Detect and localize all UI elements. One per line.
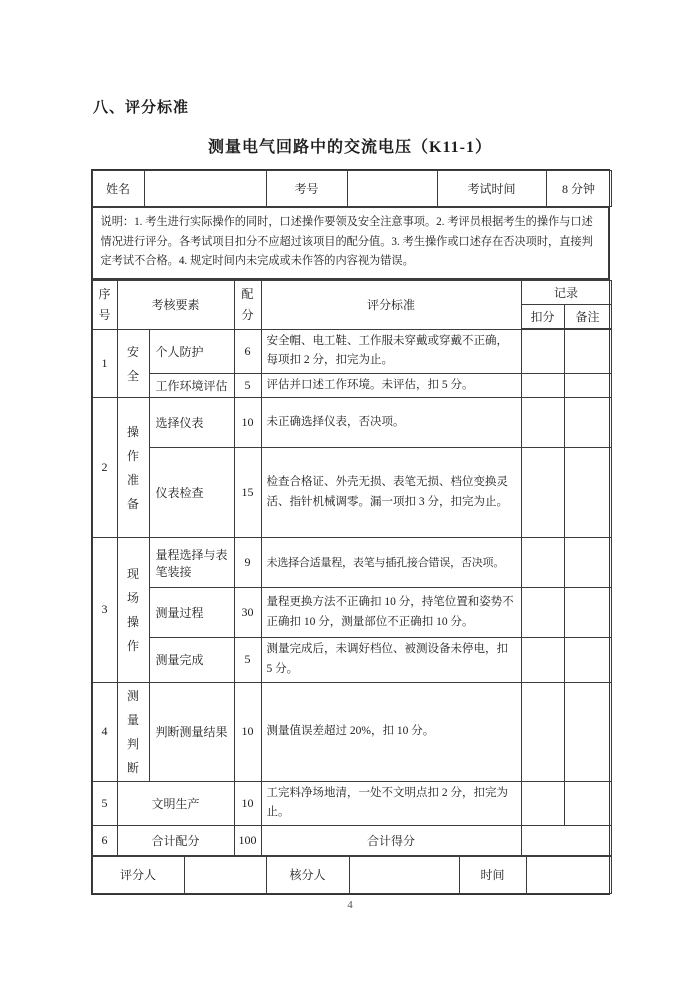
civilized-production-label: 文明生产 bbox=[117, 781, 234, 825]
element-cell: 测量过程 bbox=[149, 588, 234, 638]
table-row bbox=[92, 398, 611, 448]
criteria-cell: 测量值误差超过 20%，扣 10 分。 bbox=[261, 682, 521, 781]
remark-cell bbox=[564, 448, 611, 538]
table-row bbox=[92, 588, 611, 638]
category-cell: 测量判断 bbox=[117, 682, 149, 781]
table-row bbox=[92, 638, 611, 682]
instructions-table bbox=[92, 207, 609, 280]
deduction-cell bbox=[521, 781, 564, 825]
points-cell: 15 bbox=[234, 448, 261, 538]
exam-no-value-cell bbox=[347, 171, 437, 207]
scoring-sheet bbox=[91, 169, 610, 895]
seq-cell: 6 bbox=[92, 825, 117, 855]
seq-cell: 3 bbox=[92, 538, 117, 682]
exam-no-label: 考号 bbox=[266, 171, 347, 207]
total-score-label: 合计得分 bbox=[261, 825, 521, 855]
header-seq: 序号 bbox=[92, 280, 117, 329]
table-row bbox=[92, 448, 611, 538]
remark-cell bbox=[564, 329, 611, 373]
remark-cell bbox=[564, 398, 611, 448]
table-row bbox=[92, 682, 611, 781]
element-cell: 量程选择与表笔装接 bbox=[149, 538, 234, 588]
points-cell: 9 bbox=[234, 538, 261, 588]
candidate-info-row bbox=[92, 171, 611, 207]
table-row bbox=[92, 781, 611, 825]
seq-cell: 1 bbox=[92, 329, 117, 398]
section-heading: 八、评分标准 bbox=[93, 100, 190, 116]
remark-cell bbox=[564, 538, 611, 588]
category-cell: 现场操作 bbox=[117, 538, 149, 682]
deduction-cell bbox=[521, 448, 564, 538]
time-label: 时间 bbox=[459, 856, 526, 893]
signature-row bbox=[92, 856, 611, 893]
instructions-row bbox=[92, 208, 608, 279]
header-criteria: 评分标准 bbox=[261, 280, 521, 329]
element-cell: 工作环境评估 bbox=[149, 373, 234, 398]
header-row-top bbox=[92, 280, 611, 304]
page-title: 测量电气回路中的交流电压（K11-1） bbox=[208, 139, 492, 156]
table-row bbox=[92, 373, 611, 398]
signature-table bbox=[92, 856, 612, 894]
criteria-cell: 未选择合适量程，表笔与插孔接合错误，否决项。 bbox=[261, 538, 521, 588]
category-cell: 操作准备 bbox=[117, 398, 149, 538]
time-value-cell bbox=[526, 856, 611, 893]
points-cell: 10 bbox=[234, 398, 261, 448]
name-label: 姓名 bbox=[92, 171, 144, 207]
total-score-value-cell bbox=[521, 825, 611, 855]
points-cell: 5 bbox=[234, 373, 261, 398]
category-cell: 安全 bbox=[117, 329, 149, 398]
header-remark: 备注 bbox=[564, 304, 611, 329]
element-cell: 选择仪表 bbox=[149, 398, 234, 448]
header-assessment-element: 考核要素 bbox=[117, 280, 234, 329]
instructions-text: 说明：1. 考生进行实际操作的同时，口述操作要领及安全注意事项。2. 考评员根据考生的操作与口述情况进行评分。各考试项目扣分不应超过该项目的配分值。3. 考生操作或口述存在否决项时，直接判定考试不合格。4. 规定时间内未完成或未作答的内容视为错误。 bbox=[92, 208, 608, 279]
points-cell: 5 bbox=[234, 638, 261, 682]
checker-value-cell bbox=[349, 856, 459, 893]
deduction-cell bbox=[521, 682, 564, 781]
points-cell: 10 bbox=[234, 682, 261, 781]
checker-label: 核分人 bbox=[266, 856, 349, 893]
points-cell: 6 bbox=[234, 329, 261, 373]
deduction-cell bbox=[521, 588, 564, 638]
points-cell: 100 bbox=[234, 825, 261, 855]
criteria-cell: 评估并口述工作环境。未评估，扣 5 分。 bbox=[261, 373, 521, 398]
criteria-cell: 未正确选择仪表，否决项。 bbox=[261, 398, 521, 448]
remark-cell bbox=[564, 638, 611, 682]
criteria-cell: 工完料净场地清，一处不文明点扣 2 分，扣完为止。 bbox=[261, 781, 521, 825]
exam-time-label: 考试时间 bbox=[437, 171, 546, 207]
element-cell: 测量完成 bbox=[149, 638, 234, 682]
element-cell: 仪表检查 bbox=[149, 448, 234, 538]
header-points: 配分 bbox=[234, 280, 261, 329]
table-row bbox=[92, 538, 611, 588]
criteria-cell: 量程更换方法不正确扣 10 分，持笔位置和姿势不正确扣 10 分，测量部位不正确扣 10 分。 bbox=[261, 588, 521, 638]
seq-cell: 4 bbox=[92, 682, 117, 781]
points-cell: 30 bbox=[234, 588, 261, 638]
candidate-info-table bbox=[92, 170, 612, 207]
deduction-cell bbox=[521, 638, 564, 682]
deduction-cell bbox=[521, 373, 564, 398]
deduction-cell bbox=[521, 538, 564, 588]
remark-cell bbox=[564, 682, 611, 781]
scoring-table bbox=[92, 280, 612, 856]
points-cell: 10 bbox=[234, 781, 261, 825]
remark-cell bbox=[564, 588, 611, 638]
table-row bbox=[92, 329, 611, 373]
criteria-cell: 安全帽、电工鞋、工作服未穿戴或穿戴不正确，每项扣 2 分，扣完为止。 bbox=[261, 329, 521, 373]
seq-cell: 5 bbox=[92, 781, 117, 825]
header-deduction: 扣分 bbox=[521, 304, 564, 329]
exam-time-value: 8 分钟 bbox=[546, 171, 611, 207]
total-points-label: 合计配分 bbox=[117, 825, 234, 855]
scorer-value-cell bbox=[184, 856, 266, 893]
criteria-cell: 检查合格证、外壳无损、表笔无损、档位变换灵活、指针机械调零。漏一项扣 3 分，扣完为止。 bbox=[261, 448, 521, 538]
scorer-label: 评分人 bbox=[92, 856, 184, 893]
table-row bbox=[92, 825, 611, 855]
element-cell: 个人防护 bbox=[149, 329, 234, 373]
header-record: 记录 bbox=[521, 280, 611, 304]
seq-cell: 2 bbox=[92, 398, 117, 538]
deduction-cell bbox=[521, 398, 564, 448]
page-number: 4 bbox=[347, 899, 353, 911]
remark-cell bbox=[564, 373, 611, 398]
remark-cell bbox=[564, 781, 611, 825]
criteria-cell: 测量完成后，未调好档位、被测设备未停电，扣 5 分。 bbox=[261, 638, 521, 682]
name-value-cell bbox=[144, 171, 266, 207]
deduction-cell bbox=[521, 329, 564, 373]
element-cell: 判断测量结果 bbox=[149, 682, 234, 781]
